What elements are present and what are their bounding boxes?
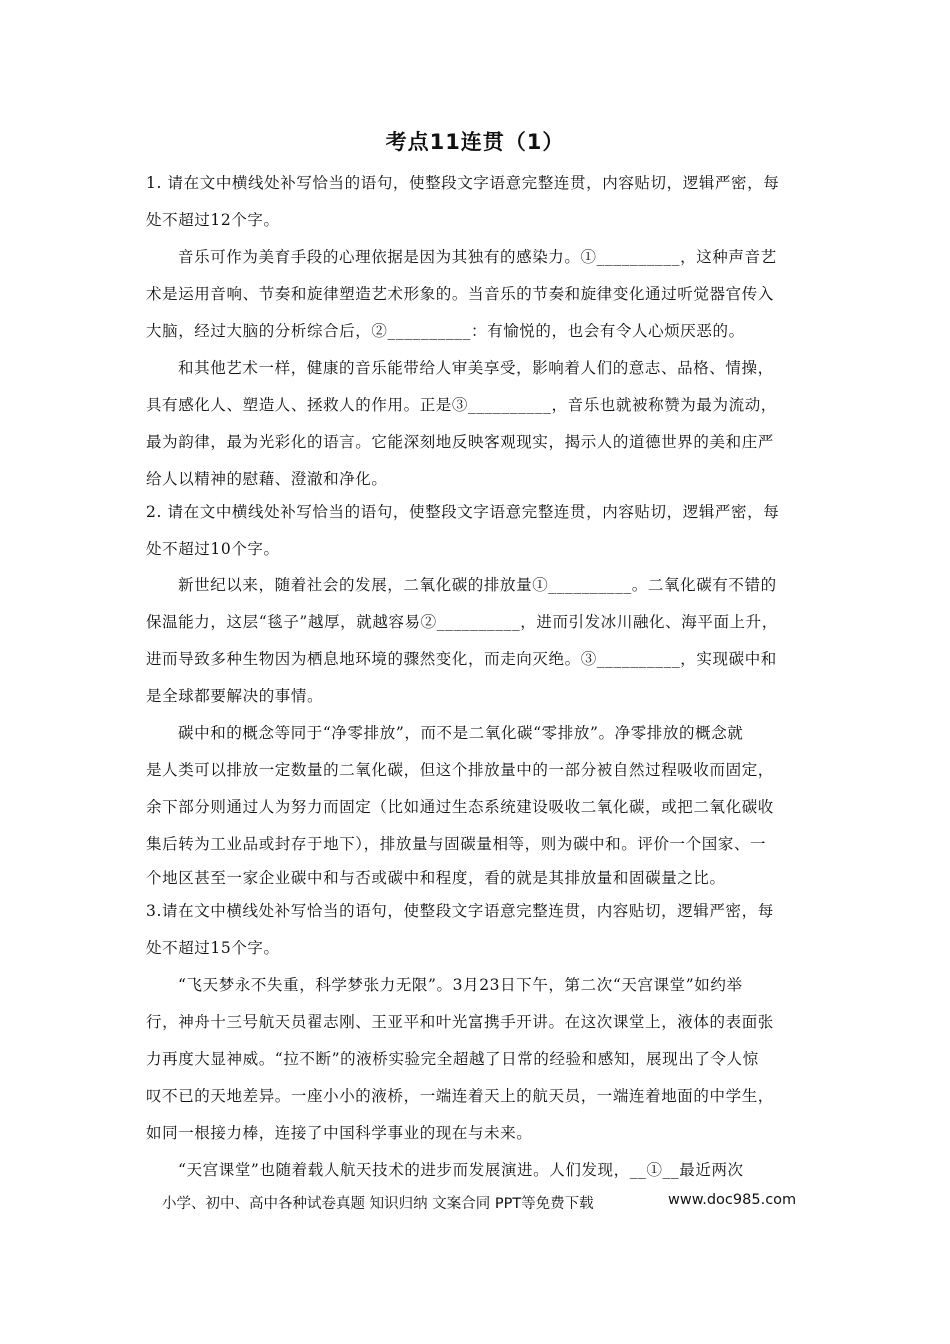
q3-p1-line: 如同一根接力棒，连接了中国科学事业的现在与未来。 xyxy=(146,1124,533,1142)
q1-p1-line: 大脑，经过大脑的分析综合后，②__________：有愉悦的，也会有令人心烦厌恶的。 xyxy=(146,322,745,340)
q2-prompt-cont: 处不超过10个字。 xyxy=(146,540,280,558)
q1-prompt: 1. 请在文中横线处补写恰当的语句，使整段文字语意完整连贯，内容贴切，逻辑严密，每 xyxy=(146,174,780,192)
q3-prompt-cont: 处不超过15个字。 xyxy=(146,939,280,957)
q2-p2-line: 余下部分则通过人为努力而固定（比如通过生态系统建设吸收二氧化碳，或把二氧化碳收 xyxy=(146,798,774,816)
q2-p2-line: 集后转为工业品或封存于地下），排放量与固碳量相等，则为碳中和。评价一个国家、一 xyxy=(146,835,767,853)
q1-p2-line: 最为韵律，最为光彩化的语言。它能深刻地反映客观现实，揭示人的道德世界的美和庄严 xyxy=(146,433,774,451)
q2-p2-line: 碳中和的概念等同于“净零排放”，而不是二氧化碳“零排放”。净零排放的概念就 xyxy=(178,724,744,742)
q2-p1-line: 是全球都要解决的事情。 xyxy=(146,687,324,705)
q2-p1-line: 新世纪以来，随着社会的发展，二氧化碳的排放量①__________。二氧化碳有不错的 xyxy=(178,576,777,594)
q2-p2-line: 是人类可以排放一定数量的二氧化碳，但这个排放量中的一部分被自然过程吸收而固定， xyxy=(146,761,774,779)
page-title: 考点11连贯（1） xyxy=(385,130,565,154)
q3-p1-line: 行，神舟十三号航天员翟志刚、王亚平和叶光富携手开讲。在这次课堂上，液体的表面张 xyxy=(146,1013,774,1031)
q2-prompt: 2. 请在文中横线处补写恰当的语句，使整段文字语意完整连贯，内容贴切，逻辑严密，每 xyxy=(146,503,780,521)
q3-p1-line: 叹不已的天地差异。一座小小的液桥，一端连着天上的航天员，一端连着地面的中学生， xyxy=(146,1087,774,1105)
q3-prompt: 3.请在文中横线处补写恰当的语句，使整段文字语意完整连贯，内容贴切，逻辑严密，每 xyxy=(146,902,774,920)
footer-url-link[interactable]: www.doc985.com xyxy=(668,1192,797,1208)
q1-p1-line: 音乐可作为美育手段的心理依据是因为其独有的感染力。①__________，这种声音艺 xyxy=(178,248,777,266)
q3-p2-line: “天宫课堂”也随着载人航天技术的进步而发展演进。人们发现，__①__最近两次 xyxy=(178,1161,744,1179)
q1-p2-line: 给人以精神的慰藉、澄澈和净化。 xyxy=(146,470,388,488)
q2-p2-line: 个地区甚至一家企业碳中和与否或碳中和程度，看的就是其排放量和固碳量之比。 xyxy=(146,869,726,887)
footer-text: 小学、初中、高中各种试卷真题 知识归纳 文案合同 PPT等免费下载 xyxy=(162,1196,594,1212)
q1-p1-line: 术是运用音响、节奏和旋律塑造艺术形象的。当音乐的节奏和旋律变化通过听觉器官传入 xyxy=(146,285,774,303)
q3-p1-line: “飞天梦永不失重，科学梦张力无限”。3月23日下午，第二次“天宫课堂”如约举 xyxy=(178,976,743,994)
q1-prompt-cont: 处不超过12个字。 xyxy=(146,211,280,229)
q1-p2-line: 和其他艺术一样，健康的音乐能带给人审美享受，影响着人们的意志、品格、情操， xyxy=(178,359,774,377)
footer xyxy=(162,1192,797,1213)
q3-p1-line: 力再度大显神威。“拉不断”的液桥实验完全超越了日常的经验和感知，展现出了令人惊 xyxy=(146,1050,759,1068)
q2-p1-line: 保温能力，这层“毯子”越厚，就越容易②__________，进而引发冰川融化、海平面上升， xyxy=(146,613,778,631)
q2-p1-line: 进而导致多种生物因为栖息地环境的骤然变化，而走向灭绝。③__________，实现碳中和 xyxy=(146,650,777,668)
q1-p2-line: 具有感化人、塑造人、拯救人的作用。正是③__________，音乐也就被称赞为最为流动， xyxy=(146,396,777,414)
